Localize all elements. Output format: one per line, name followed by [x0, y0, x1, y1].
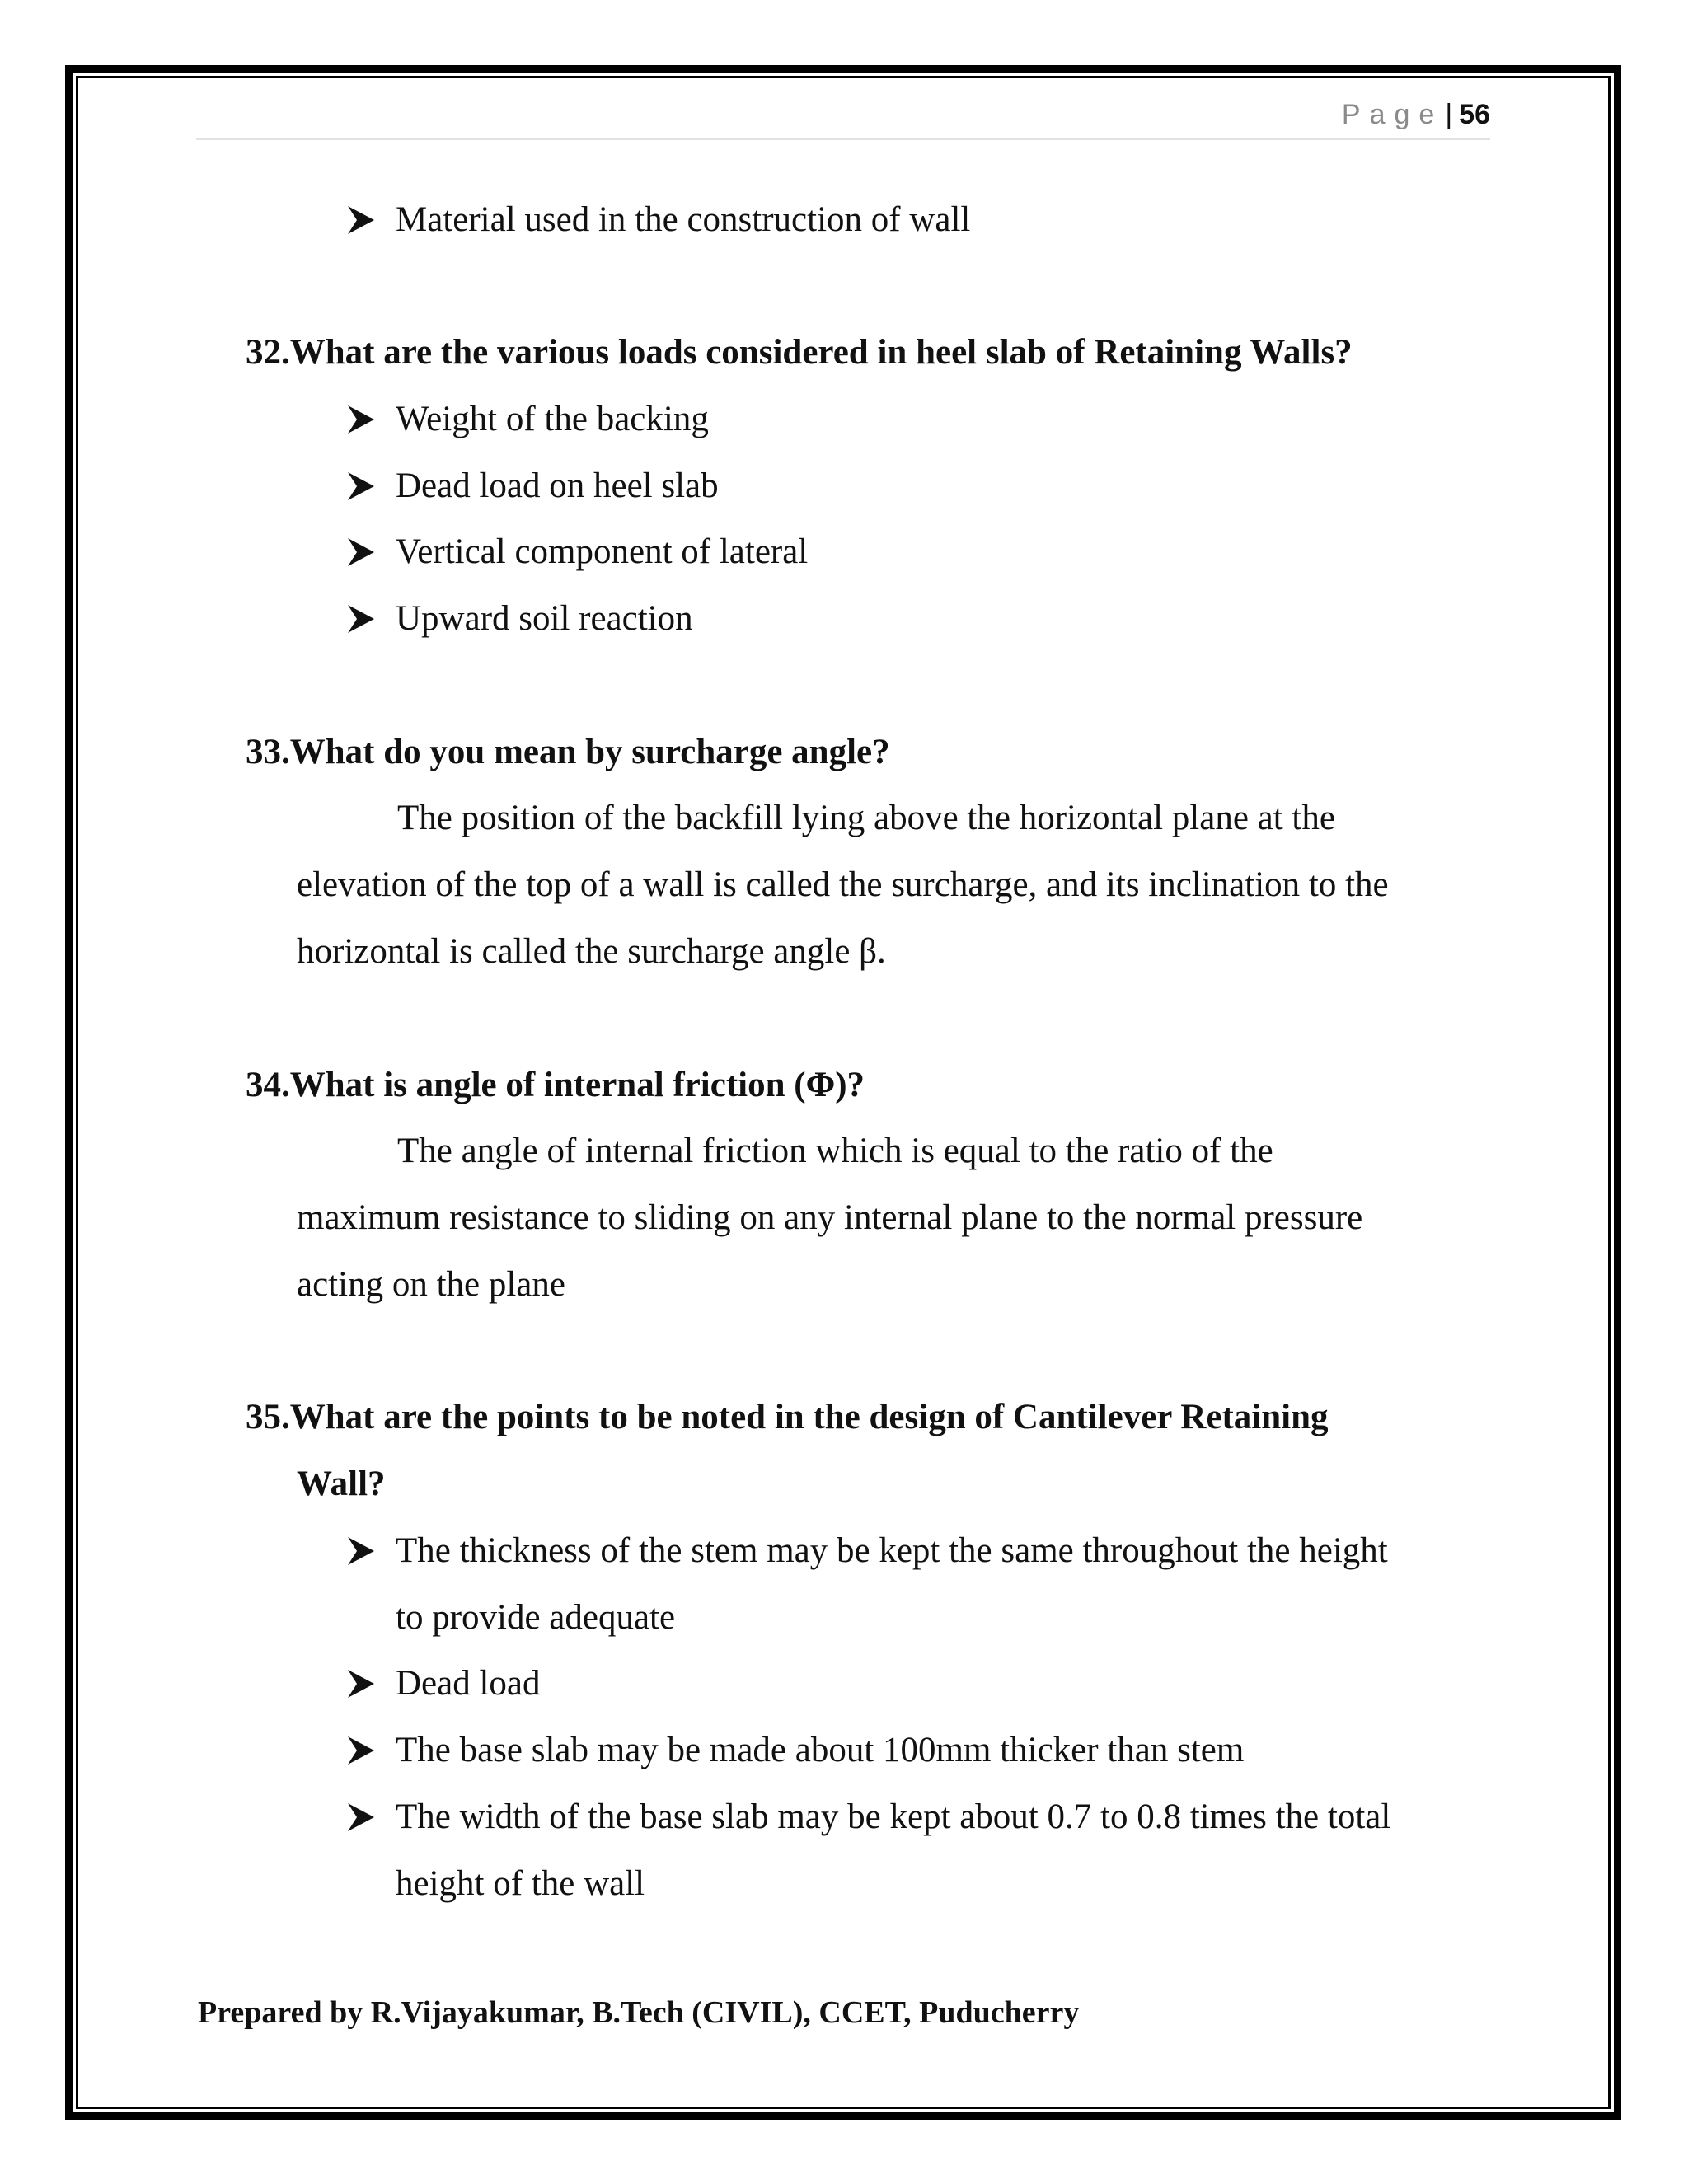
question-title: What are the points to be noted in the design of Cantilever Retaining [289, 1398, 1329, 1436]
arrowhead-bullet-icon [346, 536, 376, 569]
question-title-continued: Wall? [297, 1465, 386, 1503]
answer-line: acting on the plane [297, 1265, 565, 1304]
list-item: Vertical component of lateral [396, 532, 809, 571]
question-number: 33. [246, 733, 290, 771]
question-heading [246, 728, 890, 777]
question-title: What are the various loads considered in heel slab of Retaining Walls? [289, 333, 1353, 372]
page-number: 56 [1459, 99, 1490, 130]
answer-line: elevation of the top of a wall is called the surcharge, and its inclination to the [297, 865, 1389, 904]
answer-line: maximum resistance to sliding on any internal plane to the normal pressure [297, 1198, 1363, 1237]
page-word: Page [1341, 99, 1444, 130]
page-header [196, 97, 1490, 140]
list-item: Dead load [396, 1664, 541, 1703]
list-item: The width of the base slab may be kept about 0.7 to 0.8 times the total [396, 1797, 1391, 1836]
question-title: What do you mean by surcharge angle? [289, 733, 890, 771]
answer-line: The position of the backfill lying above the horizontal plane at the [397, 799, 1335, 837]
arrowhead-bullet-icon [346, 403, 376, 436]
list-item-continued: height of the wall [396, 1864, 645, 1903]
list-item: The thickness of the stem may be kept the same throughout the height [396, 1531, 1388, 1570]
arrowhead-bullet-icon [346, 1535, 376, 1568]
question-heading [246, 328, 1353, 377]
arrowhead-bullet-icon [346, 470, 376, 503]
arrowhead-bullet-icon [346, 1667, 376, 1700]
page-number-label [1342, 99, 1490, 131]
arrowhead-bullet-icon [346, 1801, 376, 1834]
page-separator: | [1445, 99, 1453, 130]
list-item: Material used in the construction of wall [396, 200, 971, 239]
arrowhead-bullet-icon [346, 602, 376, 635]
question-number: 32. [246, 333, 290, 372]
list-item: Upward soil reaction [396, 599, 693, 638]
list-item: The base slab may be made about 100mm thicker than stem [396, 1731, 1245, 1769]
question-heading [246, 1061, 865, 1110]
arrowhead-bullet-icon [346, 1734, 376, 1767]
page-footer: Prepared by R.Vijayakumar, B.Tech (CIVIL), CCET, Puducherry [198, 1995, 1080, 2030]
answer-line: horizontal is called the surcharge angle β. [297, 932, 886, 971]
arrowhead-bullet-icon [346, 204, 376, 237]
answer-line: The angle of internal friction which is equal to the ratio of the [397, 1132, 1273, 1170]
question-number: 34. [246, 1066, 290, 1104]
list-item-continued: to provide adequate [396, 1598, 676, 1637]
question-number: 35. [246, 1398, 290, 1436]
question-title: What is angle of internal friction (Φ)? [289, 1066, 865, 1104]
list-item: Dead load on heel slab [396, 466, 719, 505]
question-heading [246, 1393, 1329, 1442]
list-item: Weight of the backing [396, 400, 709, 438]
